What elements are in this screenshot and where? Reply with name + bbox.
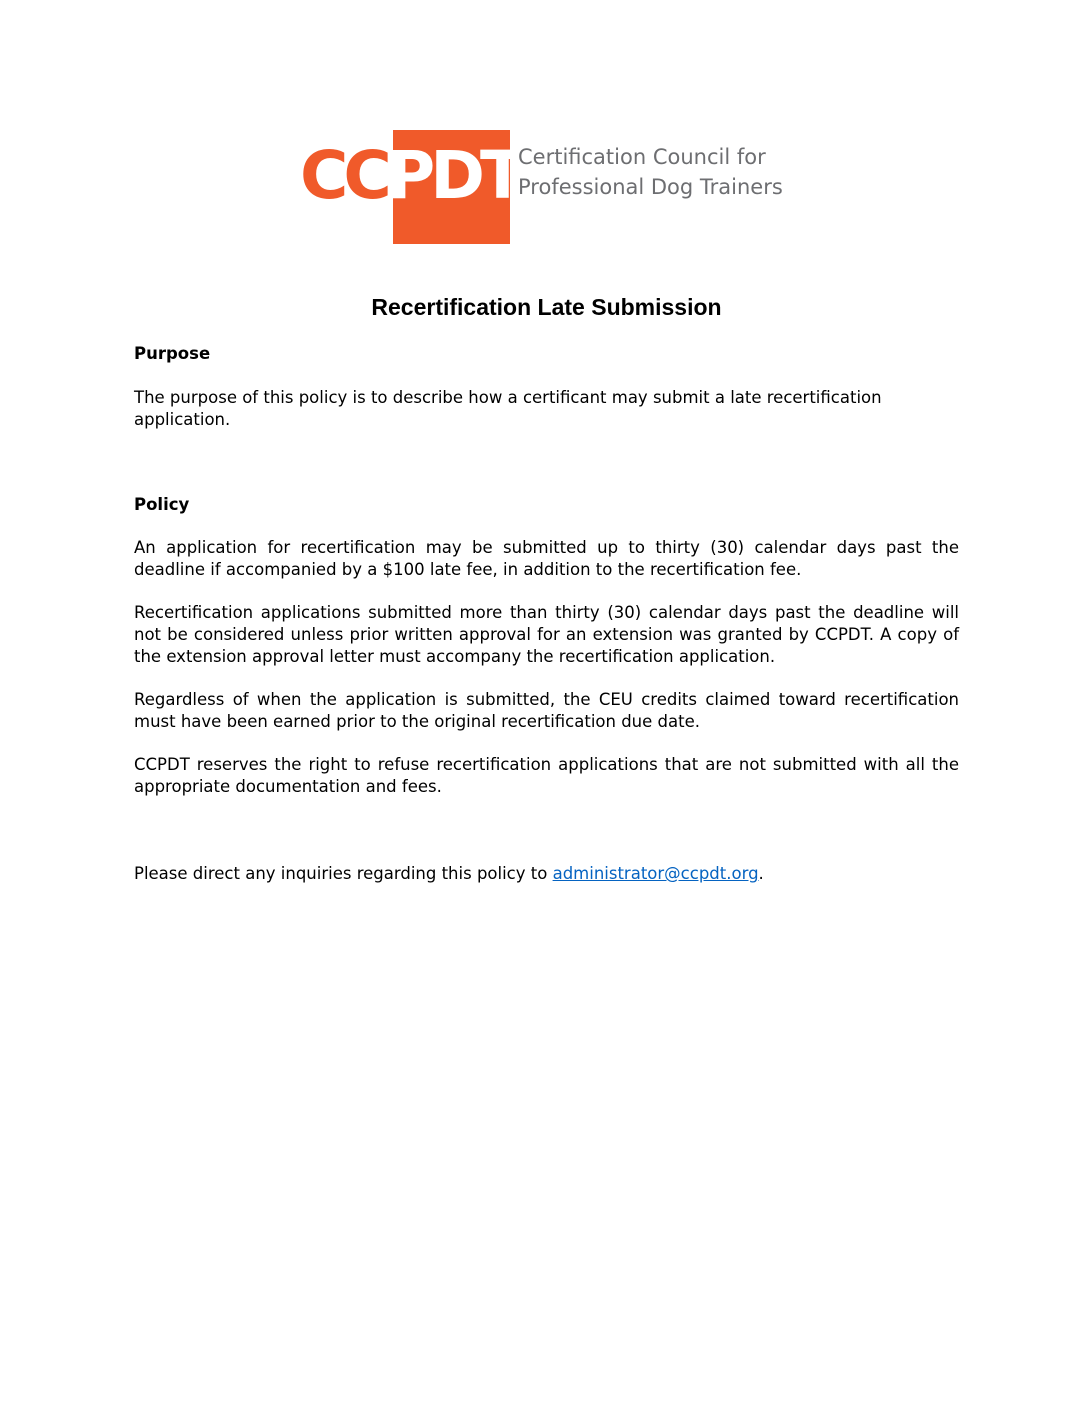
contact-prefix: Please direct any inquiries regarding this policy to — [134, 864, 553, 883]
policy-paragraph-4: CCPDT reserves the right to refuse recertification applications that are not submitted with all the appropriate documentation and fees. — [134, 755, 959, 796]
logo-text-line-2: Professional Dog Trainers — [518, 175, 783, 199]
document-title: Recertification Late Submission — [371, 294, 722, 320]
policy-paragraph-3: Regardless of when the application is submitted, the CEU credits claimed toward recertification must have been earned prior to the original recertification due date. — [134, 690, 959, 731]
contact-line — [134, 863, 959, 885]
ccpdt-logo — [300, 128, 800, 248]
logo-organization-name — [518, 142, 783, 202]
logo-text-line-1: Certification Council for — [518, 145, 766, 169]
purpose-heading: Purpose — [134, 344, 211, 363]
logo-acronym-white: PDT — [386, 137, 521, 214]
logo-acronym — [300, 136, 520, 216]
contact-email-link[interactable]: administrator@ccpdt.org — [552, 864, 759, 883]
policy-paragraph-2: Recertification applications submitted more than thirty (30) calendar days past the deadline will not be considered unless prior written approval for an extension was granted by CCPDT. A copy of the extension approval letter must accompany the recertification application. — [134, 603, 959, 666]
policy-heading: Policy — [134, 495, 190, 514]
ccpdt-logo-mark — [300, 128, 521, 246]
purpose-text: The purpose of this policy is to describe how a certificant may submit a late recertification application. — [134, 388, 882, 429]
logo-acronym-orange: CC — [300, 137, 387, 214]
policy-paragraph-1: An application for recertification may be submitted up to thirty (30) calendar days past the deadline if accompanied by a $100 late fee, in addition to the recertification fee. — [134, 538, 959, 579]
contact-suffix: . — [758, 864, 764, 883]
